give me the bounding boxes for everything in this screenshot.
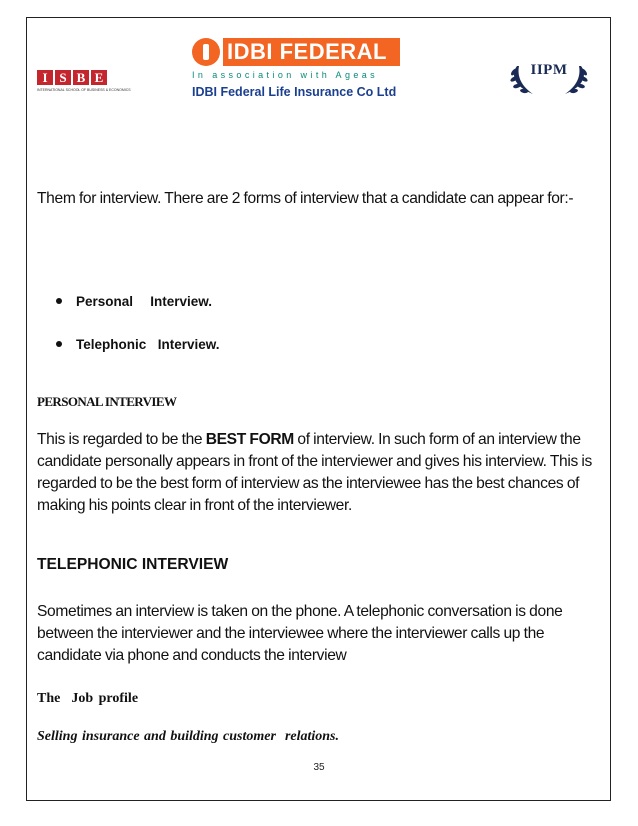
- idbi-mark-icon: [192, 38, 220, 66]
- telephonic-interview-heading: TELEPHONIC INTERVIEW: [37, 556, 229, 573]
- job-profile-heading: The Job profile: [37, 691, 139, 706]
- job-profile-description: Selling insurance and building customer relations.: [37, 729, 340, 744]
- list-item-text: Personal Interview.: [76, 293, 213, 309]
- list-item-text: Telephonic Interview.: [76, 336, 220, 352]
- page-number: 35: [313, 762, 325, 773]
- iipm-logo: [503, 58, 595, 98]
- isbe-letters: [37, 70, 129, 85]
- best-form-emphasis: BEST FORM: [205, 431, 294, 448]
- personal-text-start: This is regarded to be the: [37, 431, 206, 448]
- interview-forms-list: [56, 292, 220, 378]
- personal-interview-paragraph: [37, 429, 605, 517]
- isbe-letter: E: [91, 70, 107, 85]
- isbe-logo: [37, 70, 129, 102]
- personal-text-end: of interview. In such form of an interview the candidate personally appears in front of the interviewer and gives his interview. This is regarded to be the best form of interview as the interviewee has the best chances of making his points clear in front of the interviewer.: [37, 431, 592, 514]
- telephonic-interview-paragraph: Sometimes an interview is taken on the phone. A telephonic conversation is done between the interviewer and the interviewee where the interviewer calls up the candidate via phone and conducts the interview: [37, 603, 563, 664]
- bullet-icon: [56, 341, 62, 347]
- idbi-federal-logo: [192, 38, 400, 100]
- isbe-tagline: INTERNATIONAL SCHOOL OF BUSINESS & ECONOMICS: [37, 88, 131, 92]
- intro-paragraph: Them for interview. There are 2 forms of interview that a candidate can appear for:-: [37, 190, 574, 207]
- idbi-company-name: IDBI Federal Life Insurance Co Ltd: [192, 85, 397, 99]
- isbe-letter: S: [55, 70, 71, 85]
- idbi-association-text: In association with Ageas: [192, 70, 379, 80]
- idbi-brand-name: IDBI FEDERAL: [223, 38, 400, 66]
- isbe-letter: I: [37, 70, 53, 85]
- list-item: [56, 335, 220, 353]
- isbe-letter: B: [73, 70, 89, 85]
- personal-interview-heading: PERSONAL INTERVIEW: [37, 394, 177, 409]
- iipm-text: IIPM: [530, 62, 568, 78]
- list-item: [56, 292, 220, 310]
- bullet-icon: [56, 298, 62, 304]
